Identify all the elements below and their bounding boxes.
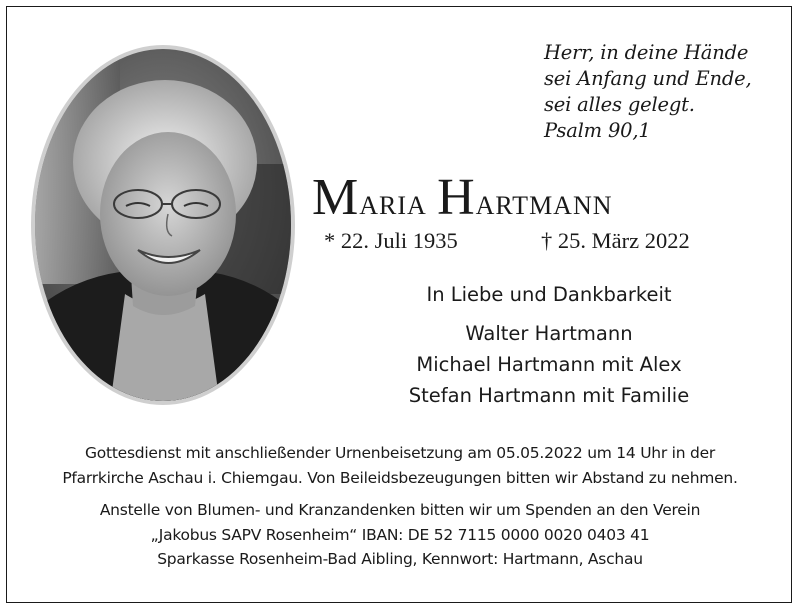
last-name-initial: H — [437, 169, 476, 226]
service-line: Gottesdienst mit anschließender Urnenbeisetzung am 05.05.2022 um 14 Uhr in der — [85, 444, 715, 462]
donation-line: „Jakobus SAPV Rosenheim“ IBAN: DE 52 7115 0000 0020 0403 41 — [150, 525, 650, 544]
mourner-name: Walter Hartmann — [465, 322, 633, 345]
deceased-name — [312, 170, 772, 231]
mourner-name: Stefan Hartmann mit Familie — [408, 384, 690, 407]
first-name-rest: aria — [359, 182, 427, 223]
service-notice — [10, 441, 790, 490]
psalm-verse — [544, 40, 784, 144]
psalm-line: sei alles gelegt. — [544, 93, 695, 116]
psalm-reference: Psalm 90,1 — [544, 119, 651, 142]
last-name-rest: artmann — [475, 182, 613, 223]
mourners-list — [326, 318, 772, 411]
psalm-line: sei Anfang und Ende, — [544, 67, 752, 90]
donation-line: Sparkasse Rosenheim-Bad Aibling, Kennwort: Hartmann, Aschau — [157, 550, 643, 568]
death-date: † 25. März 2022 — [541, 228, 690, 253]
psalm-line: Herr, in deine Hände — [544, 41, 749, 64]
mourner-name: Michael Hartmann mit Alex — [416, 353, 682, 376]
donation-line: Anstelle von Blumen- und Kranzandenken bitten wir um Spenden an den Verein — [99, 501, 701, 519]
portrait-photo — [30, 44, 296, 406]
donation-notice — [10, 498, 790, 572]
first-name-initial: M — [312, 169, 360, 226]
birth-date: * 22. Juli 1935 — [324, 228, 458, 253]
service-line: Pfarrkirche Aschau i. Chiemgau. Von Beileidsbezeugungen bitten wir Abstand zu nehmen. — [62, 468, 738, 487]
thanks-line: In Liebe und Dankbarkeit — [426, 283, 672, 306]
